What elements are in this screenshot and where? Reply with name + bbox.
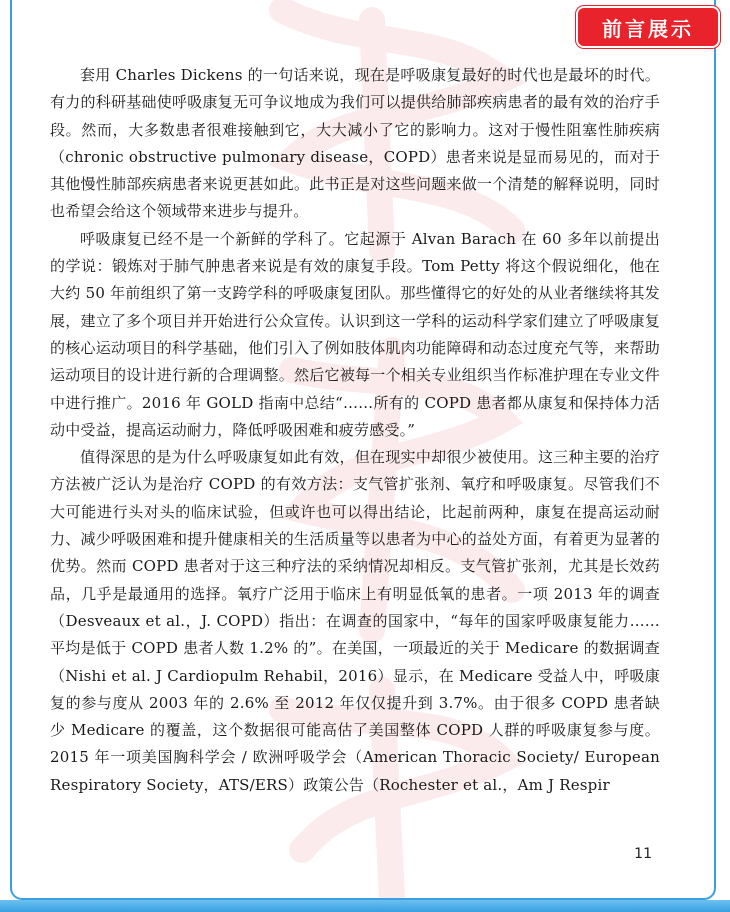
page-number: 11 bbox=[634, 846, 652, 862]
paragraph-1: 套用 Charles Dickens 的一句话来说，现在是呼吸康复最好的时代也是最坏的时代。有力的科研基础使呼吸康复无可争议地成为我们可以提供给肺部疾病患者的最有效的治疗手段。然而，大多数患者很难接触到它，大大减小了它的影响力。这对于慢性阻塞性肺疾病（chronic obstructive pulmonary disease，COPD）患者来说是显而易见的，而对于其他慢性肺部疾病患者来说更甚如此。此书正是对这些问题来做一个清楚的解释说明，同时也希望会给这个领域带来进步与提升。 bbox=[50, 66, 660, 221]
paragraph-3: 值得深思的是为什么呼吸康复如此有效，但在现实中却很少被使用。这三种主要的治疗方法被广泛认为是治疗 COPD 的有效方法：支气管扩张剂、氧疗和呼吸康复。尽管我们不大可能进行头对头的临床试验，但或许也可以得出结论，比起前两种，康复在提高运动耐力、减少呼吸困难和提升健康相关的生活质量等以患者为中心的益处方面，有着更为显著的优势。然而 COPD 患者对于这三种疗法的采纳情况却相反。支气管扩张剂，尤其是长效药品，几乎是最通用的选择。氧疗广泛用于临床上有明显低氧的患者。一项 2013 年的调查（Desveaux et al.，J. COPD）指出：在调查的国家中，“每年的国家呼吸康复能力……平均是低于 COPD 患者人数 1.2% 的”。在美国，一项最近的关于 Medicare 的数据调查（Nishi et al. J Cardiopulm Rehabil，2016）显示，在 Medicare 受益人中，呼吸康复的参与度从 2003 年的 2.6% 至 2012 年仅仅提升到 3.7%。由于很多 COPD 患者缺少 Medicare 的覆盖，这个数据很可能高估了美国整体 COPD 人群的呼吸康复参与度。2015 年一项美国胸科学会 / 欧洲呼吸学会（American Thoracic Society/ European Respiratory Society，ATS/ERS）政策公告（Rochester et al.，Am J Respir bbox=[50, 448, 660, 794]
preface-body bbox=[50, 62, 660, 799]
bottom-border-strip bbox=[0, 900, 730, 912]
section-badge: 前言展示 bbox=[578, 8, 718, 46]
paragraph-2: 呼吸康复已经不是一个新鲜的学科了。它起源于 Alvan Barach 在 60 多年以前提出的学说：锻炼对于肺气肿患者来说是有效的康复手段。Tom Petty 将这个假说细化，他在大约 50 年前组织了第一支跨学科的呼吸康复团队。那些懂得它的好处的从业者继续将其发展，建立了多个项目并开始进行公众宣传。认识到这一学科的运动科学家们建立了呼吸康复的核心运动项目的科学基础，他们引入了例如肢体肌肉功能障碍和动态过度充气等，来帮助运动项目的设计进行新的合理调整。然后它被每一个相关专业组织当作标准护理在专业文件中进行推广。2016 年 GOLD 指南中总结“……所有的 COPD 患者都从康复和保持体力活动中受益，提高运动耐力，降低呼吸困难和疲劳感受。” bbox=[50, 229, 660, 439]
